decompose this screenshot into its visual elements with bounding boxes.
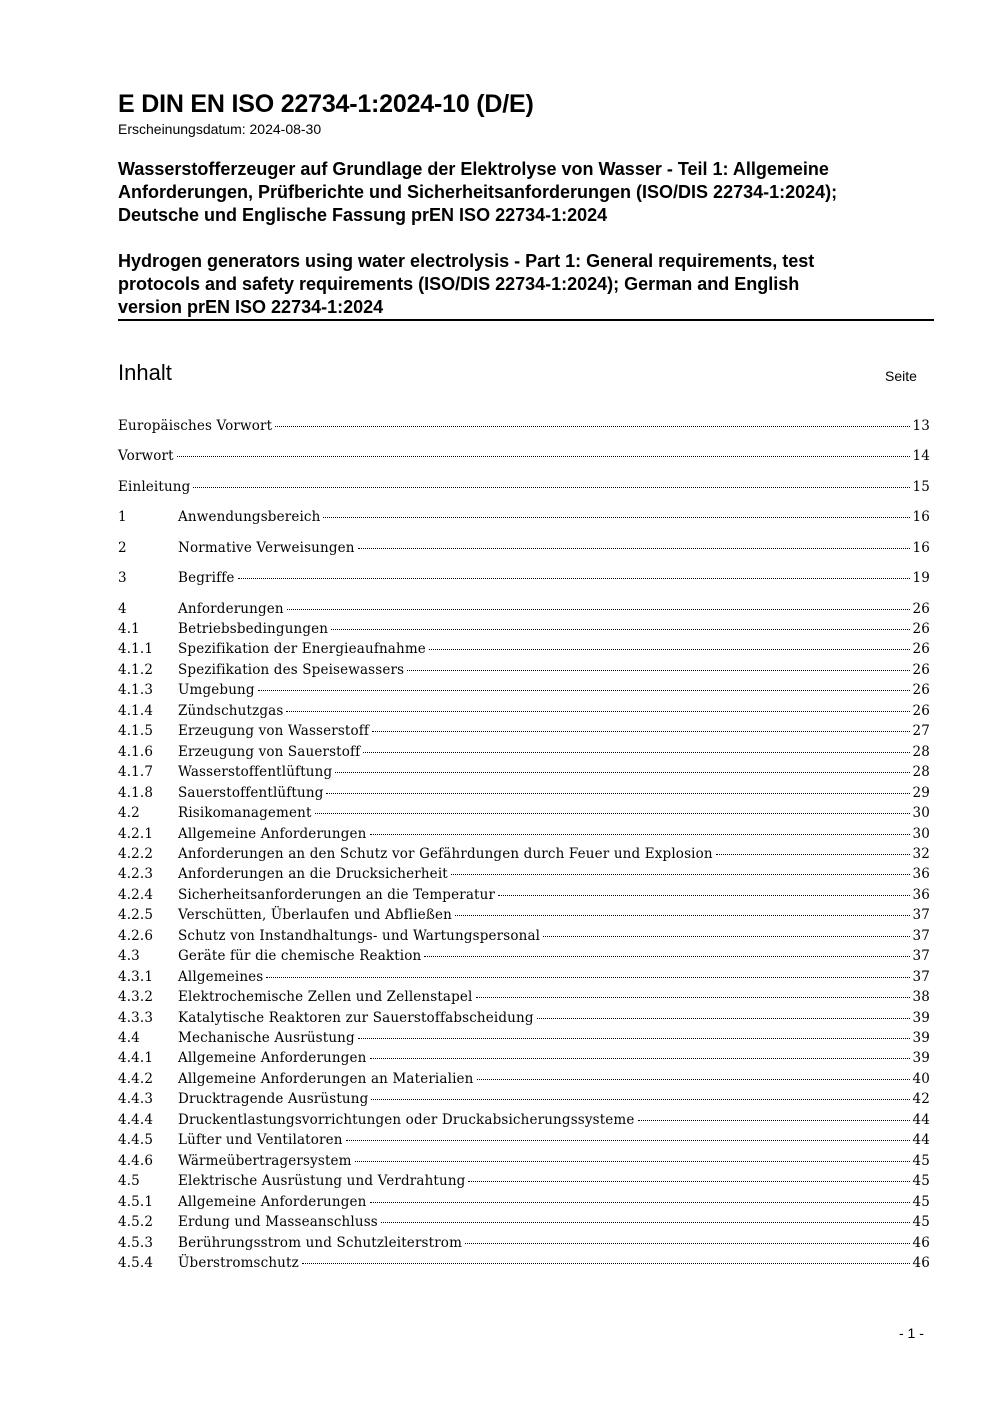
toc-dot-leader <box>193 487 909 488</box>
toc-entry-number: 4.5.3 <box>118 1234 154 1251</box>
toc-entry[interactable] <box>118 1194 930 1214</box>
toc-entry-page: 26 <box>912 621 930 637</box>
title-divider <box>118 319 934 321</box>
toc-entry-title: Erzeugung von Sauerstoff <box>178 743 361 760</box>
toc-entry-number: 4.3.1 <box>118 968 154 985</box>
toc-entry-number: 4.1.2 <box>118 661 154 678</box>
toc-entry-title: Allgemeine Anforderungen <box>178 1050 367 1067</box>
toc-entry-number: 1 <box>118 509 127 525</box>
toc-entry-title: Anforderungen an die Drucksicherheit <box>178 866 448 883</box>
toc-entry-title: Anforderungen an den Schutz vor Gefährdungen durch Feuer und Explosion <box>178 845 713 862</box>
toc-entry-page: 39 <box>912 1009 930 1026</box>
toc-entry[interactable] <box>118 1071 930 1091</box>
toc-dot-leader <box>266 977 909 978</box>
title-german-line: Deutsche und Englische Fassung prEN ISO 22734-1:2024 <box>118 205 608 225</box>
toc-dot-leader <box>335 772 909 773</box>
toc-dot-leader <box>358 548 910 549</box>
toc-entry[interactable] <box>118 1091 930 1111</box>
toc-entry-title: Allgemeine Anforderungen <box>178 825 367 842</box>
toc-entry-page: 45 <box>912 1214 930 1231</box>
toc-entry-page: 45 <box>912 1193 930 1210</box>
toc-dot-leader <box>302 1263 910 1264</box>
toc-entry-title: Allgemeine Anforderungen an Materialien <box>178 1070 474 1087</box>
toc-dot-leader <box>370 1202 910 1203</box>
toc-entry-page: 28 <box>912 764 930 781</box>
toc-entry[interactable] <box>118 509 930 529</box>
toc-entry-title: Berührungsstrom und Schutzleiterstrom <box>178 1234 463 1251</box>
toc-entry-number: 2 <box>118 540 127 556</box>
toc-entry-page: 37 <box>912 968 930 985</box>
toc-entry-page: 37 <box>912 907 930 924</box>
toc-entry-page: 26 <box>912 702 930 719</box>
toc-entry-number: 4.2.4 <box>118 886 154 903</box>
toc-dot-leader <box>363 752 909 753</box>
toc-dot-leader <box>315 813 910 814</box>
toc-entry-title: Betriebsbedingungen <box>178 621 329 637</box>
toc-entry[interactable] <box>118 744 930 764</box>
toc-entry-number: 4.4.3 <box>118 1091 154 1108</box>
toc-entry[interactable] <box>118 479 930 499</box>
toc-entry-number: 4.2 <box>118 805 140 822</box>
toc-entry-title: Überstromschutz <box>178 1254 299 1271</box>
toc-entry-page: 16 <box>912 540 930 556</box>
toc-entry-page: 36 <box>912 866 930 883</box>
toc-entry-title: Drucktragende Ausrüstung <box>178 1091 369 1108</box>
toc-entry-page: 45 <box>912 1152 930 1169</box>
toc-entry[interactable] <box>118 1173 930 1193</box>
toc-entry[interactable] <box>118 948 930 968</box>
toc-dot-leader <box>370 1058 910 1059</box>
toc-entry[interactable] <box>118 764 930 784</box>
toc-entry[interactable] <box>118 418 930 438</box>
toc-entry-number: 4.2.3 <box>118 866 154 883</box>
toc-entry-number: 4.3.2 <box>118 989 154 1006</box>
toc-entry-page: 40 <box>912 1070 930 1087</box>
toc-entry-page: 29 <box>912 784 930 801</box>
toc-entry-number: 4.5.4 <box>118 1254 154 1271</box>
toc-entry-title: Wasserstoffentlüftung <box>178 764 333 781</box>
toc-entry-number: 4.4.5 <box>118 1132 154 1149</box>
title-english-line: Hydrogen generators using water electrolysis - Part 1: General requirements, test <box>118 251 815 271</box>
toc-entry[interactable] <box>118 641 930 661</box>
toc-entry[interactable] <box>118 785 930 805</box>
toc-entry-number: 4 <box>118 601 127 617</box>
title-german-line: Wasserstofferzeuger auf Grundlage der Elektrolyse von Wasser - Teil 1: Allgemeine <box>118 159 829 179</box>
toc-entry-number: 4.1.8 <box>118 784 154 801</box>
toc-entry[interactable] <box>118 703 930 723</box>
toc-entry[interactable] <box>118 1214 930 1234</box>
toc-entry-number: 4.3.3 <box>118 1009 154 1026</box>
toc-entry-title: Normative Verweisungen <box>178 540 355 556</box>
toc-dot-leader <box>346 1140 910 1141</box>
toc-entry[interactable] <box>118 826 930 846</box>
toc-dot-leader <box>275 426 909 427</box>
toc-entry-title: Schutz von Instandhaltungs- und Wartungspersonal <box>178 927 541 944</box>
toc-dot-leader <box>355 1161 910 1162</box>
toc-dot-leader <box>429 649 910 650</box>
toc-entry[interactable] <box>118 887 930 907</box>
toc-entry-title: Anforderungen <box>178 601 284 617</box>
title-english-line: protocols and safety requirements (ISO/DIS 22734-1:2024); German and English <box>118 274 800 294</box>
toc-dot-leader <box>371 1099 909 1100</box>
toc-entry[interactable] <box>118 448 930 468</box>
toc-entry[interactable] <box>118 1132 930 1152</box>
toc-entry[interactable] <box>118 1235 930 1255</box>
toc-entry-number: 4.5.1 <box>118 1193 154 1210</box>
toc-entry-number: 4.1.1 <box>118 641 154 658</box>
toc-entry-page: 13 <box>912 418 930 434</box>
toc-entry-title: Druckentlastungsvorrichtungen oder Druckabsicherungssysteme <box>178 1111 635 1128</box>
toc-entry[interactable] <box>118 1255 930 1275</box>
toc-entry[interactable] <box>118 540 930 560</box>
toc-entry-title: Vorwort <box>118 448 174 464</box>
toc-entry-page: 26 <box>912 601 930 617</box>
toc-entry[interactable] <box>118 969 930 989</box>
toc-entry-page: 28 <box>912 743 930 760</box>
toc-dot-leader <box>451 874 910 875</box>
toc-entry[interactable] <box>118 1030 930 1050</box>
title-german <box>118 158 938 227</box>
toc-entry-page: 26 <box>912 661 930 678</box>
toc-entry-page: 45 <box>912 1173 930 1190</box>
toc-dot-leader <box>358 1038 910 1039</box>
toc-entry-page: 46 <box>912 1234 930 1251</box>
toc-entry-page: 39 <box>912 1030 930 1046</box>
toc-heading: Inhalt <box>118 360 172 385</box>
toc-dot-leader <box>238 578 910 579</box>
toc-dot-leader <box>177 456 910 457</box>
toc-dot-leader <box>286 711 909 712</box>
toc-entry-title: Spezifikation der Energieaufnahme <box>178 641 426 658</box>
toc-entry-number: 4.1.4 <box>118 702 154 719</box>
toc-entry-number: 4.1.3 <box>118 682 154 699</box>
toc-entry-title: Sicherheitsanforderungen an die Temperatur <box>178 886 496 903</box>
toc-entry-page: 26 <box>912 682 930 699</box>
toc-entry-title: Umgebung <box>178 682 255 699</box>
toc-entry-number: 3 <box>118 570 127 586</box>
toc-entry[interactable] <box>118 1050 930 1070</box>
toc-entry-title: Lüfter und Ventilatoren <box>178 1132 343 1149</box>
toc-dot-leader <box>498 895 909 896</box>
title-english-line: version prEN ISO 22734-1:2024 <box>118 297 384 317</box>
toc-dot-leader <box>287 609 910 610</box>
toc-entry-number: 4.5 <box>118 1173 140 1190</box>
toc-entry-title: Geräte für die chemische Reaktion <box>178 948 422 965</box>
toc-entry-title: Elektrische Ausrüstung und Verdrahtung <box>178 1173 466 1190</box>
toc-entry[interactable] <box>118 805 930 825</box>
toc-entry-page: 36 <box>912 886 930 903</box>
toc-entry-page: 27 <box>912 723 930 740</box>
toc-entry-number: 4.3 <box>118 948 140 965</box>
toc-dot-leader <box>381 1222 910 1223</box>
toc-entry-title: Allgemeines <box>178 968 264 985</box>
toc-entry-number: 4.1.6 <box>118 743 154 760</box>
toc-entry[interactable] <box>118 866 930 886</box>
toc-entry-number: 4.2.5 <box>118 907 154 924</box>
toc-dot-leader <box>326 793 909 794</box>
toc-entry-title: Erzeugung von Wasserstoff <box>178 723 370 740</box>
document-number: E DIN EN ISO 22734-1:2024-10 (D/E) <box>118 90 534 118</box>
toc-entry-number: 4.4.2 <box>118 1070 154 1087</box>
toc-dot-leader <box>543 936 909 937</box>
toc-entry-title: Zündschutzgas <box>178 702 284 719</box>
toc-entry-page: 37 <box>912 927 930 944</box>
toc-entry-number: 4.4.1 <box>118 1050 154 1067</box>
toc-entry-title: Begriffe <box>178 570 235 586</box>
toc-entry-number: 4.4.4 <box>118 1111 154 1128</box>
title-german-line: Anforderungen, Prüfberichte und Sicherheitsanforderungen (ISO/DIS 22734-1:2024); <box>118 182 838 202</box>
toc-entry-page: 39 <box>912 1050 930 1067</box>
toc-entry-page: 32 <box>912 845 930 862</box>
toc-entry-page: 30 <box>912 805 930 822</box>
toc-entry[interactable] <box>118 1153 930 1173</box>
toc-entry[interactable] <box>118 1112 930 1132</box>
toc-entry-number: 4.1.5 <box>118 723 154 740</box>
toc-entry-page: 26 <box>912 641 930 658</box>
toc-dot-leader <box>638 1120 910 1121</box>
page-number: - 1 - <box>899 1325 924 1341</box>
toc-entry-title: Mechanische Ausrüstung <box>178 1030 355 1046</box>
toc-entry[interactable] <box>118 989 930 1009</box>
toc-dot-leader <box>716 854 910 855</box>
toc-entry-page: 19 <box>912 570 930 586</box>
toc-entry-title: Sauerstoffentlüftung <box>178 784 324 801</box>
toc-entry-page: 15 <box>912 479 930 495</box>
toc-dot-leader <box>455 915 909 916</box>
toc-entry-title: Wärmeübertragersystem <box>178 1152 352 1169</box>
toc-entry-title: Europäisches Vorwort <box>118 418 273 434</box>
toc-entry[interactable] <box>118 928 930 948</box>
toc-dot-leader <box>537 1018 910 1019</box>
toc-dot-leader <box>323 517 909 518</box>
toc-entry-title: Erdung und Masseanschluss <box>178 1214 378 1231</box>
toc-entry[interactable] <box>118 846 930 866</box>
toc-entry-page: 16 <box>912 509 930 525</box>
toc-entry-title: Allgemeine Anforderungen <box>178 1193 367 1210</box>
toc-entry-page: 37 <box>912 948 930 965</box>
toc-entry-title: Anwendungsbereich <box>178 509 321 525</box>
toc-entry-page: 14 <box>912 448 930 464</box>
toc-entry-number: 4.1.7 <box>118 764 154 781</box>
toc-entry-page: 46 <box>912 1254 930 1271</box>
toc-dot-leader <box>331 629 909 630</box>
toc-dot-leader <box>468 1181 909 1182</box>
toc-entry-title: Katalytische Reaktoren zur Sauerstoffabscheidung <box>178 1009 534 1026</box>
toc-page-column-label: Seite <box>885 368 917 384</box>
toc-entry-title: Verschütten, Überlaufen und Abfließen <box>178 907 453 924</box>
toc-entry-page: 44 <box>912 1111 930 1128</box>
toc-dot-leader <box>465 1243 909 1244</box>
toc-entry[interactable] <box>118 662 930 682</box>
toc-entry-title: Spezifikation des Speisewassers <box>178 661 405 678</box>
toc-entry-number: 4.4 <box>118 1030 140 1046</box>
toc-entry[interactable] <box>118 601 930 621</box>
toc-dot-leader <box>258 690 910 691</box>
toc-entry-page: 44 <box>912 1132 930 1149</box>
toc-entry-number: 4.1 <box>118 621 140 637</box>
toc-entry-title: Risikomanagement <box>178 805 312 822</box>
toc-entry-number: 4.2.2 <box>118 845 154 862</box>
toc-dot-leader <box>424 956 909 957</box>
toc-entry[interactable] <box>118 682 930 702</box>
toc-dot-leader <box>407 670 909 671</box>
toc-dot-leader <box>372 731 909 732</box>
toc-entry-number: 4.2.6 <box>118 927 154 944</box>
toc-dot-leader <box>477 1079 910 1080</box>
toc-entry-page: 42 <box>912 1091 930 1108</box>
title-english <box>118 250 938 319</box>
toc-dot-leader <box>476 997 910 998</box>
toc-entry-page: 30 <box>912 825 930 842</box>
toc-entry[interactable] <box>118 907 930 927</box>
toc-entry-title: Elektrochemische Zellen und Zellenstapel <box>178 989 473 1006</box>
publication-date: Erscheinungsdatum: 2024-08-30 <box>118 121 322 137</box>
toc-entry-title: Einleitung <box>118 479 191 495</box>
toc-entry-number: 4.5.2 <box>118 1214 154 1231</box>
toc-entry-number: 4.4.6 <box>118 1152 154 1169</box>
toc-entry[interactable] <box>118 723 930 743</box>
toc-entry[interactable] <box>118 1010 930 1030</box>
toc-entry[interactable] <box>118 570 930 590</box>
toc-entry[interactable] <box>118 621 930 641</box>
toc-entry-page: 38 <box>912 989 930 1006</box>
toc-dot-leader <box>370 834 910 835</box>
toc-entry-number: 4.2.1 <box>118 825 154 842</box>
